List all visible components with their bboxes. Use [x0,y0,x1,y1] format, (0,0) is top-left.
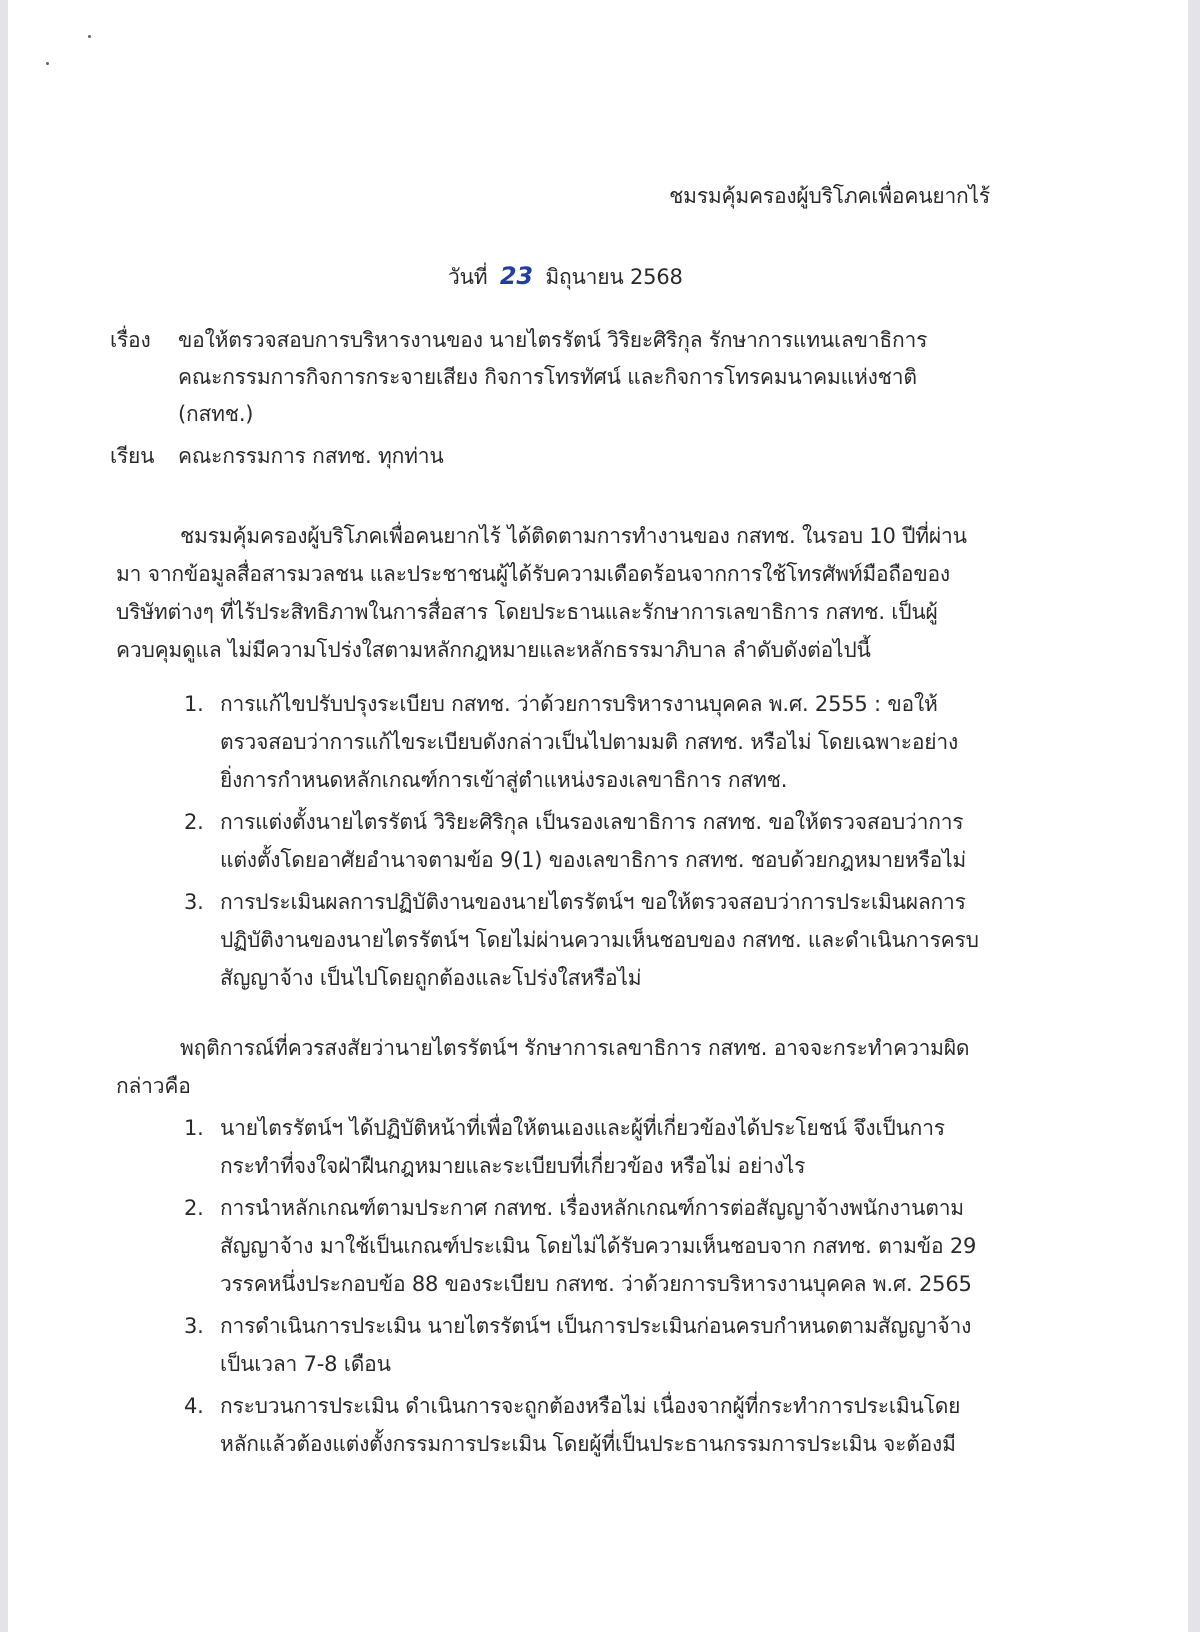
list2-item-1 [184,1114,945,1142]
handwritten-day: 23 [499,262,533,290]
date-month-year: มิถุนายน 2568 [545,265,683,289]
scan-speck [46,62,49,65]
list-number: 1. [184,692,204,716]
list2-item-4-cont: หลักแล้วต้องแต่งตั้งกรรมการประเมิน โดยผู้ที่เป็นประธานกรรมการประเมิน จะต้องมี [220,1432,956,1456]
list-number: 2. [184,1196,204,1220]
list1-item-2 [184,808,963,836]
list-text: การแก้ไขปรับปรุงระเบียบ กสทช. ว่าด้วยการบริหารงานบุคคล พ.ศ. 2555 : ขอให้ [220,692,938,716]
recipient-label: เรียน [110,444,155,468]
behavior-line: พฤติการณ์ที่ควรสงสัยว่านายไตรรัตน์ฯ รักษาการเลขาธิการ กสทช. อาจจะกระทำความผิด [180,1036,970,1060]
organization-header: ชมรมคุ้มครองผู้บริโภคเพื่อคนยากไร้ [669,184,990,208]
subject-line-2: คณะกรรมการกิจการกระจายเสียง กิจการโทรทัศน์ และกิจการโทรคมนาคมแห่งชาติ [178,365,917,389]
list1-item-1-cont: ตรวจสอบว่าการแก้ไขระเบียบดังกล่าวเป็นไปตามมติ กสทช. หรือไม่ โดยเฉพาะอย่าง [220,730,959,754]
document-date [448,262,683,291]
behavior-line: กล่าวคือ [116,1074,191,1098]
list-text: กระบวนการประเมิน ดำเนินการจะถูกต้องหรือไม่ เนื่องจากผู้ที่กระทำการประเมินโดย [220,1394,961,1418]
list1-item-1-cont: ยิ่งการกำหนดหลักเกณฑ์การเข้าสู่ตำแหน่งรองเลขาธิการ กสทช. [220,768,788,792]
list-text: การนำหลักเกณฑ์ตามประกาศ กสทช. เรื่องหลักเกณฑ์การต่อสัญญาจ้างพนักงานตาม [220,1196,964,1220]
subject-line-3: (กสทช.) [178,402,254,426]
intro-line: มา จากข้อมูลสื่อสารมวลชน และประชาชนผู้ได้รับความเดือดร้อนจากการใช้โทรศัพท์มือถือของ [116,562,950,586]
subject-label: เรื่อง [110,328,151,352]
intro-line: บริษัทต่างๆ ที่ไร้ประสิทธิภาพในการสื่อสาร โดยประธานและรักษาการเลขาธิการ กสทช. เป็นผู้ [116,600,938,624]
subject-text: ขอให้ตรวจสอบการบริหารงานของ นายไตรรัตน์ วิริยะศิริกุล รักษาการแทนเลขาธิการ [178,328,928,352]
list-number: 4. [184,1394,204,1418]
list1-item-2-cont: แต่งตั้งโดยอาศัยอำนาจตามข้อ 9(1) ของเลขาธิการ กสทช. ชอบด้วยกฎหมายหรือไม่ [220,848,967,872]
recipient-text: คณะกรรมการ กสทช. ทุกท่าน [178,444,444,468]
list-text: นายไตรรัตน์ฯ ได้ปฏิบัติหน้าที่เพื่อให้ตนเองและผู้ที่เกี่ยวข้องได้ประโยชน์ จึงเป็นการ [220,1116,945,1140]
list-number: 2. [184,810,204,834]
list1-item-3 [184,888,966,916]
scan-speck [88,35,91,38]
list-number: 1. [184,1116,204,1140]
list2-item-2-cont: สัญญาจ้าง มาใช้เป็นเกณฑ์ประเมิน โดยไม่ได้รับความเห็นชอบจาก กสทช. ตามข้อ 29 [220,1234,977,1258]
list2-item-3-cont: เป็นเวลา 7-8 เดือน [220,1352,391,1376]
list-text: การประเมินผลการปฏิบัติงานของนายไตรรัตน์ฯ ขอให้ตรวจสอบว่าการประเมินผลการ [220,890,966,914]
list-number: 3. [184,1314,204,1338]
list2-item-4 [184,1392,960,1420]
recipient-line [110,442,444,470]
list2-item-3 [184,1312,971,1340]
list2-item-2 [184,1194,964,1222]
list2-item-2-cont: วรรคหนึ่งประกอบข้อ 88 ของระเบียบ กสทช. ว่าด้วยการบริหารงานบุคคล พ.ศ. 2565 [220,1272,972,1296]
intro-line: ควบคุมดูแล ไม่มีความโปร่งใสตามหลักกฎหมายและหลักธรรมาภิบาล ลำดับดังต่อไปนี้ [116,638,871,662]
list1-item-3-cont: สัญญาจ้าง เป็นไปโดยถูกต้องและโปร่งใสหรือไม่ [220,966,642,990]
intro-line: ชมรมคุ้มครองผู้บริโภคเพื่อคนยากไร้ ได้ติดตามการทำงานของ กสทช. ในรอบ 10 ปีที่ผ่าน [180,524,967,548]
list-text: การแต่งตั้งนายไตรรัตน์ วิริยะศิริกุล เป็นรองเลขาธิการ กสทช. ขอให้ตรวจสอบว่าการ [220,810,964,834]
list-number: 3. [184,890,204,914]
list1-item-3-cont: ปฏิบัติงานของนายไตรรัตน์ฯ โดยไม่ผ่านความเห็นชอบของ กสทช. และดำเนินการครบ [220,928,979,952]
subject-line-1 [110,326,927,354]
list2-item-1-cont: กระทำที่จงใจฝ่าฝืนกฎหมายและระเบียบที่เกี่ยวข้อง หรือไม่ อย่างไร [220,1154,806,1178]
date-prefix: วันที่ [448,265,488,289]
list1-item-1 [184,690,938,718]
document-page [8,0,1188,1632]
list-text: การดำเนินการประเมิน นายไตรรัตน์ฯ เป็นการประเมินก่อนครบกำหนดตามสัญญาจ้าง [220,1314,972,1338]
